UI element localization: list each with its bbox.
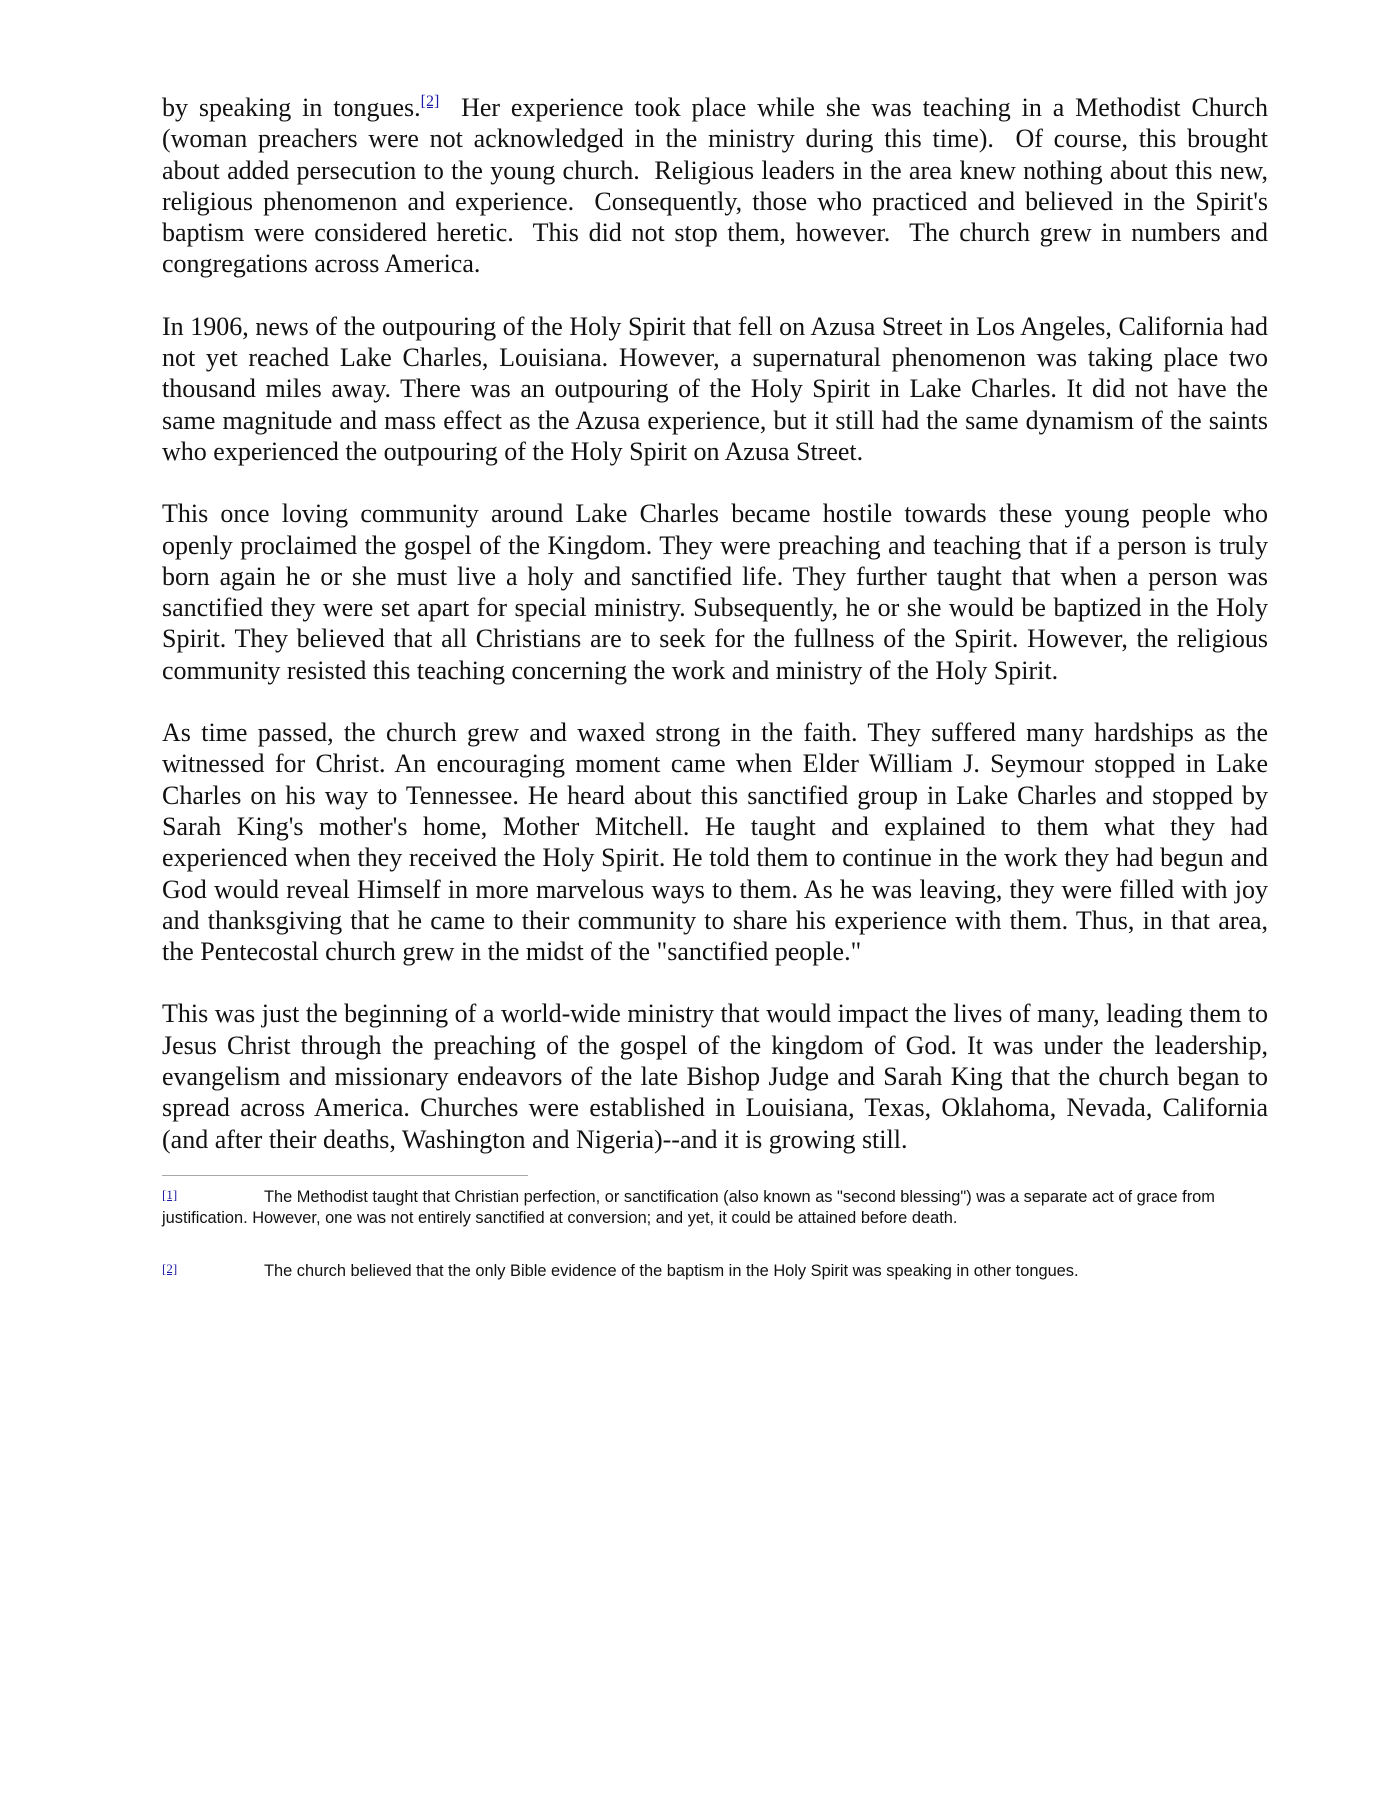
footnote-1 bbox=[162, 1184, 1268, 1229]
footnote-backlink-2[interactable]: [2] bbox=[162, 1260, 178, 1276]
paragraph-text: Her experience took place while she was teaching in a Methodist Church (woman preachers were not acknowledged in the ministry during this time). Of course, this brought about added persecution to the young church. Religious leaders in the area knew nothing about this new, religious phenomenon and experience. Consequently, those who practiced and believed in the Spirit's baptism were considered heretic. This did not stop them, however. The church grew in numbers and congregations across America. bbox=[162, 93, 1275, 279]
footnote-text: The Methodist taught that Christian perfection, or sanctification (also known as "second blessing") was a separate act of grace from justification. However, one was not entirely sanctified at conversion; and yet, it could be attained before death. bbox=[162, 1187, 1215, 1227]
body-paragraph-3: This once loving community around Lake Charles became hostile towards these young people who openly proclaimed the gospel of the Kingdom. They were preaching and teaching that if a person is truly born again he or she must live a holy and sanctified life. They further taught that when a person was sanctified they were set apart for special ministry. Subsequently, he or she would be baptized in the Holy Spirit. They believed that all Christians are to seek for the fullness of the Spirit. However, the religious community resisted this teaching concerning the work and ministry of the Holy Spirit. bbox=[162, 499, 1268, 685]
body-paragraph-5: This was just the beginning of a world-wide ministry that would impact the lives of many, leading them to Jesus Christ through the preaching of the gospel of the kingdom of God. It was under the leadership, evangelism and missionary endeavors of the late Bishop Judge and Sarah King that the church began to spread across America. Churches were established in Louisiana, Texas, Oklahoma, Nevada, California (and after their deaths, Washington and Nigeria)--and it is growing still. bbox=[162, 999, 1268, 1154]
footnote-backlink-1[interactable]: [1] bbox=[162, 1186, 178, 1202]
footnote-reference-2[interactable]: [2] bbox=[420, 93, 440, 110]
paragraph-text: by speaking in tongues. bbox=[162, 93, 421, 122]
footnote-text: The church believed that the only Bible evidence of the baptism in the Holy Spirit was speaking in other tongues. bbox=[264, 1261, 1079, 1280]
footnote-2 bbox=[162, 1258, 1268, 1282]
body-paragraph-4: As time passed, the church grew and waxed strong in the faith. They suffered many hardships as the witnessed for Christ. An encouraging moment came when Elder William J. Seymour stopped in Lake Charles on his way to Tennessee. He heard about this sanctified group in Lake Charles and stopped by Sarah King's mother's home, Mother Mitchell. He taught and explained to them what they had experienced when they received the Holy Spirit. He told them to continue in the work they had begun and God would reveal Himself in more marvelous ways to them. As he was leaving, they were filled with joy and thanksgiving that he came to their community to share his experience with them. Thus, in that area, the Pentecostal church grew in the midst of the "sanctified people." bbox=[162, 718, 1268, 967]
body-paragraph-2: In 1906, news of the outpouring of the Holy Spirit that fell on Azusa Street in Los Angeles, California had not yet reached Lake Charles, Louisiana. However, a supernatural phenomenon was taking place two thousand miles away. There was an outpouring of the Holy Spirit in Lake Charles. It did not have the same magnitude and mass effect as the Azusa experience, but it still had the same dynamism of the saints who experienced the outpouring of the Holy Spirit on Azusa Street. bbox=[162, 311, 1268, 466]
footnote-separator bbox=[162, 1175, 528, 1176]
body-paragraph-1 bbox=[162, 92, 1275, 280]
document-page bbox=[162, 92, 1275, 1311]
